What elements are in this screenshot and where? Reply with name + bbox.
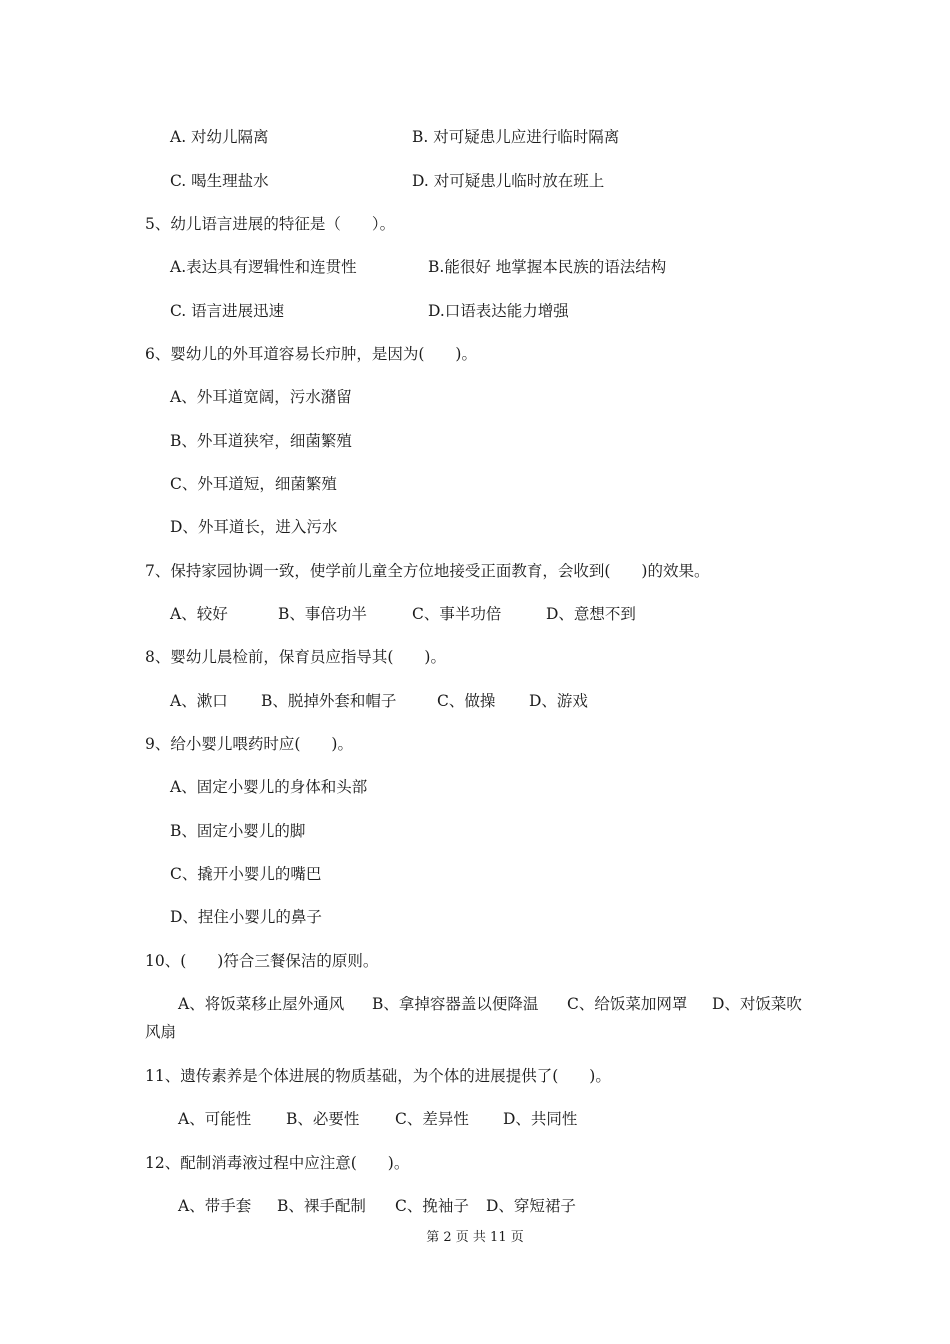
q5-stem: 5、幼儿语言进展的特征是（ ）。 <box>145 215 396 233</box>
q8-option-c: C、做操 <box>437 692 496 710</box>
q5-option-d: D.口语表达能力增强 <box>428 302 569 320</box>
q7-option-b: B、事倍功半 <box>278 605 367 623</box>
q9-option-b: B、固定小婴儿的脚 <box>170 822 306 840</box>
q11-option-b: B、必要性 <box>286 1110 360 1128</box>
q10-option-a: A、将饭菜移止屋外通风 <box>178 995 345 1013</box>
q5-option-a: A.表达具有逻辑性和连贯性 <box>170 258 357 276</box>
q4-option-b: B. 对可疑患儿应进行临时隔离 <box>412 128 620 146</box>
q4-option-d: D. 对可疑患儿临时放在班上 <box>412 172 605 190</box>
q6-option-d: D、外耳道长，进入污水 <box>170 518 338 536</box>
q10-option-d-continued: 风扇 <box>145 1023 177 1041</box>
q11-stem: 11、遗传素养是个体进展的物质基础，为个体的进展提供了( )。 <box>145 1067 611 1085</box>
q8-option-a: A、漱口 <box>170 692 228 710</box>
q10-option-b: B、拿掉容器盖以便降温 <box>372 995 539 1013</box>
q12-stem: 12、配制消毒液过程中应注意( )。 <box>145 1154 410 1172</box>
q6-option-a: A、外耳道宽阔，污水潴留 <box>170 388 352 406</box>
q9-option-c: C、撬开小婴儿的嘴巴 <box>170 865 322 883</box>
q7-option-c: C、事半功倍 <box>412 605 502 623</box>
q8-stem: 8、婴幼儿晨检前，保育员应指导其( )。 <box>145 648 446 666</box>
q6-option-b: B、外耳道狭窄，细菌繁殖 <box>170 432 352 450</box>
q5-option-c: C. 语言进展迅速 <box>170 302 285 320</box>
q9-stem: 9、给小婴儿喂药时应( )。 <box>145 735 353 753</box>
q7-stem: 7、保持家园协调一致，使学前儿童全方位地接受正面教育，会收到( )的效果。 <box>145 562 710 580</box>
q4-option-c: C. 喝生理盐水 <box>170 172 269 190</box>
q9-option-a: A、固定小婴儿的身体和头部 <box>170 778 368 796</box>
q7-option-a: A、较好 <box>170 605 228 623</box>
q12-option-c: C、挽袖子 <box>395 1197 469 1215</box>
q5-option-b: B.能很好 地掌握本民族的语法结构 <box>428 258 667 276</box>
q11-option-c: C、差异性 <box>395 1110 469 1128</box>
q10-stem: 10、( )符合三餐保洁的原则。 <box>145 952 379 970</box>
q8-option-b: B、脱掉外套和帽子 <box>261 692 397 710</box>
q6-stem: 6、婴幼儿的外耳道容易长疖肿，是因为( )。 <box>145 345 477 363</box>
q8-option-d: D、游戏 <box>529 692 588 710</box>
q12-option-b: B、裸手配制 <box>277 1197 366 1215</box>
page-number: 第 2 页 共 11 页 <box>426 1230 524 1245</box>
q9-option-d: D、捏住小婴儿的鼻子 <box>170 908 322 926</box>
q10-option-d: D、对饭菜吹 <box>712 995 802 1013</box>
q12-option-a: A、带手套 <box>178 1197 252 1215</box>
q12-option-d: D、穿短裙子 <box>486 1197 576 1215</box>
q6-option-c: C、外耳道短，细菌繁殖 <box>170 475 337 493</box>
q4-option-a: A. 对幼儿隔离 <box>170 128 269 146</box>
q7-option-d: D、意想不到 <box>546 605 636 623</box>
q10-option-c: C、给饭菜加网罩 <box>567 995 688 1013</box>
q11-option-a: A、可能性 <box>178 1110 252 1128</box>
q11-option-d: D、共同性 <box>503 1110 578 1128</box>
